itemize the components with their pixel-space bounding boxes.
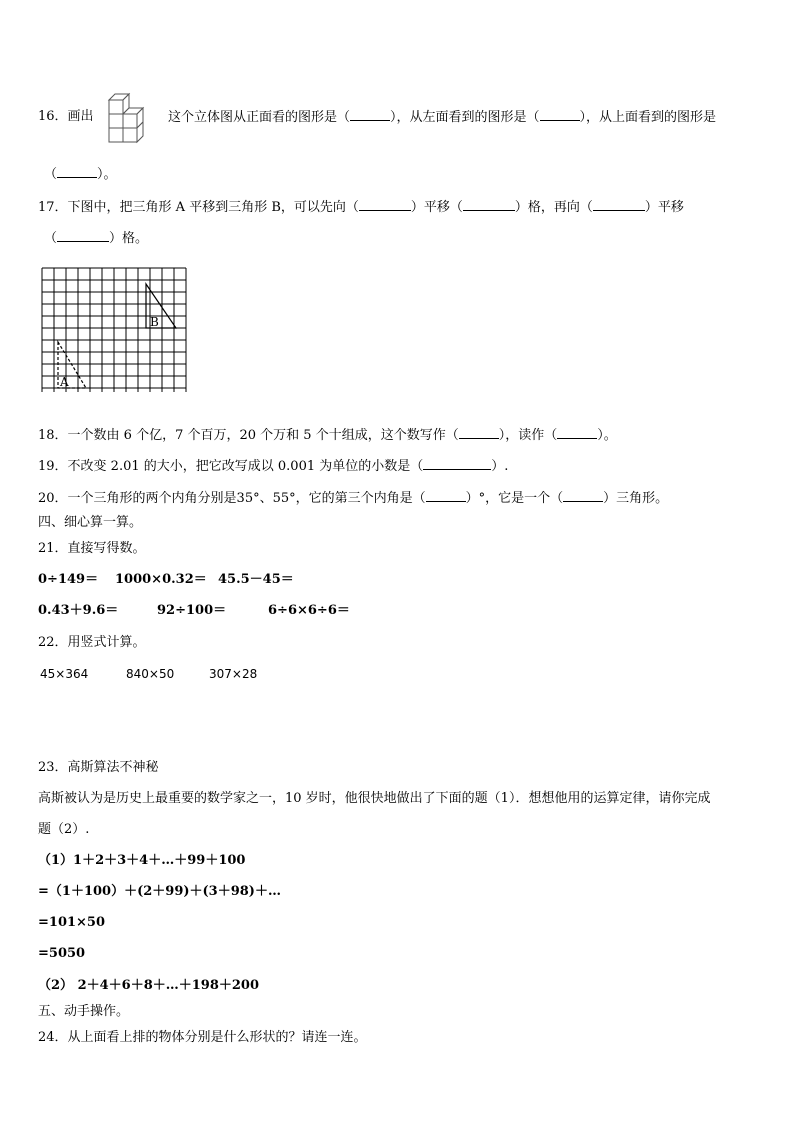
q21-item-4: 0.43＋9.6＝ [38, 603, 119, 618]
q21-item-5: 92÷100＝ [157, 603, 227, 618]
q20-p2: ）三角形。 [603, 491, 669, 506]
q21-item-3: 45.5－45＝ [218, 572, 294, 587]
q20-blank-2[interactable] [563, 489, 603, 502]
q21-item-2: 1000×0.32＝ [115, 572, 207, 587]
q16-mid2: ），从上面看到的图形是 [579, 110, 717, 125]
q20-p1: ）°，它是一个（ [465, 491, 564, 506]
q16-line1 [38, 108, 94, 126]
label-a: A [60, 375, 69, 389]
q17-blank-4[interactable] [57, 229, 109, 242]
q20-text: 一个三角形的两个内角分别是35°、55°，它的第三个内角是（ [67, 491, 426, 506]
q16-mid1: ），从左面看到的图形是（ [390, 110, 540, 125]
q23-line-1: （1）1＋2＋3＋4＋…＋99＋100 [38, 853, 246, 868]
q17-blank-2[interactable] [463, 198, 515, 211]
q16-blank-2[interactable] [540, 108, 580, 121]
q21-item-1: 0÷149＝ [38, 572, 99, 587]
q16-prefix: 画出 [67, 109, 94, 124]
q17-line2 [44, 229, 148, 248]
q18-blank-2[interactable] [557, 426, 597, 439]
q17-p1: ）平移（ [410, 200, 463, 215]
q19-number: 19． [38, 459, 68, 474]
label-b: B [150, 315, 159, 329]
q24-text: 24．从上面看上排的物体分别是什么形状的？请连一连。 [38, 1030, 367, 1045]
section-5-heading: 五、动手操作。 [38, 1004, 130, 1019]
q22-title: 22．用竖式计算。 [38, 635, 146, 650]
q17-close: ）格。 [109, 231, 149, 246]
q20-blank-1[interactable] [426, 489, 466, 502]
q22-item-3: 307×28 [209, 667, 258, 681]
q17-line1 [38, 198, 684, 217]
q16-number: 16． [38, 109, 68, 124]
q19 [38, 457, 508, 476]
q20 [38, 489, 668, 508]
q17-p2: ）格，再向（ [514, 200, 593, 215]
q16-line2 [44, 165, 117, 184]
q18 [38, 426, 617, 445]
q23-line-4: =5050 [38, 946, 86, 961]
q23-line-3: =101×50 [38, 915, 106, 930]
q23-line-2: =（1＋100）＋(2＋99)＋(3＋98)＋… [38, 884, 281, 899]
q17-open: （ [44, 231, 58, 246]
q16-blank-1[interactable] [350, 108, 390, 121]
q19-blank-1[interactable] [423, 457, 491, 470]
q16-line1-text [168, 108, 716, 127]
q23-title: 23．高斯算法不神秘 [38, 760, 159, 775]
q18-text: 一个数由 6 个亿，7 个百万，20 个万和 5 个十组成，这个数写作（ [67, 428, 459, 443]
q16-blank-3[interactable] [57, 165, 97, 178]
q22-item-2: 840×50 [126, 667, 175, 681]
section-4-heading: 四、细心算一算。 [38, 515, 143, 530]
q17-number: 17． [38, 200, 68, 215]
translation-grid [40, 266, 194, 394]
q17-blank-3[interactable] [593, 198, 645, 211]
q21-item-6: 6÷6×6÷6＝ [268, 603, 350, 618]
q18-p1: ），读作（ [498, 428, 558, 443]
q18-p2: ）。 [597, 428, 617, 443]
q17-p3: ）平移 [644, 200, 684, 215]
q18-blank-1[interactable] [459, 426, 499, 439]
q23-para2: 题（2）. [38, 822, 90, 837]
q16-text: 这个立体图从正面看的图形是（ [168, 110, 351, 125]
q16-close: ）。 [97, 167, 117, 182]
q19-text: 不改变 2.01 的大小，把它改写成以 0.001 为单位的小数是（ [67, 459, 424, 474]
q18-number: 18． [38, 428, 68, 443]
q16-open: （ [44, 167, 58, 182]
q23-para1: 高斯被认为是历史上最重要的数学家之一，10 岁时，他很快地做出了下面的题（1）．想想他用的运算定律，请你完成 [38, 791, 711, 806]
q22-item-1: 45×364 [40, 667, 89, 681]
q20-number: 20． [38, 491, 68, 506]
q21-title: 21．直接写得数。 [38, 541, 146, 556]
q17-text: 下图中，把三角形 A 平移到三角形 B，可以先向（ [67, 200, 359, 215]
q23-line-5: （2） 2＋4＋6＋8＋…＋198＋200 [38, 978, 260, 993]
q17-blank-1[interactable] [359, 198, 411, 211]
q19-p1: ）. [491, 459, 509, 474]
cube-stack-figure [95, 90, 157, 152]
